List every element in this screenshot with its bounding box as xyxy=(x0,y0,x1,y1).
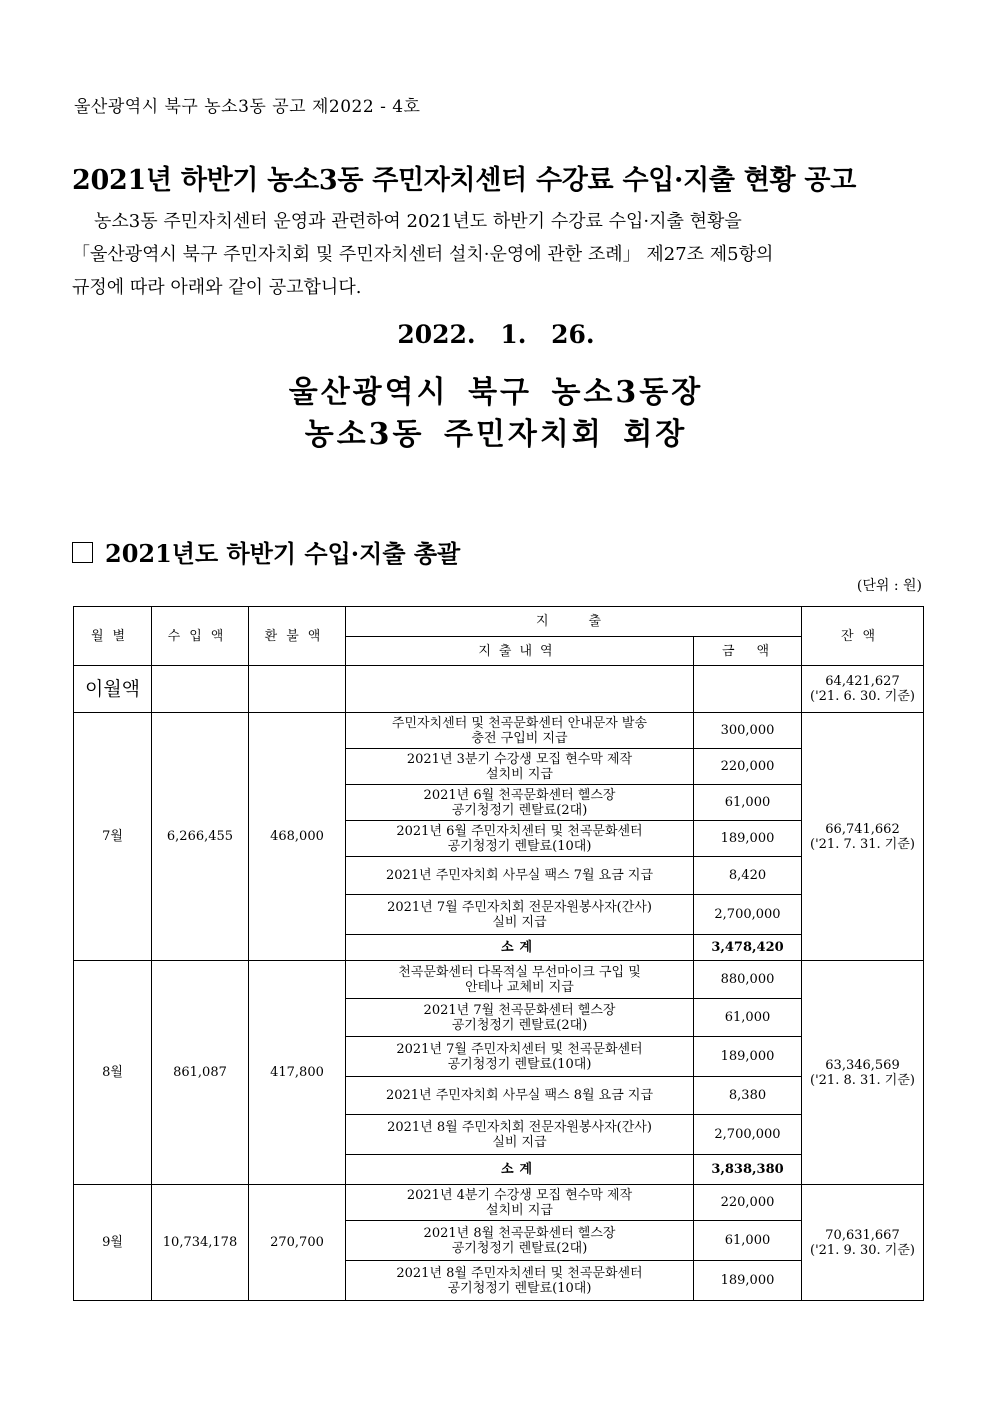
month-cell: 8월 xyxy=(74,961,152,1185)
expense-detail-line: 공기청정기 렌탈료(2대) xyxy=(451,802,588,818)
expense-detail-line: 충전 구입비 지급 xyxy=(471,730,568,746)
refund-cell: 270,700 xyxy=(249,1185,346,1301)
balance-note: ('21. 7. 31. 기준) xyxy=(810,836,915,852)
balance-value: 66,741,662 xyxy=(825,821,900,837)
section-heading xyxy=(72,534,460,569)
expense-amount-cell: 189,000 xyxy=(694,1037,802,1077)
balance-note: ('21. 6. 30. 기준) xyxy=(810,689,915,704)
expense-detail-line: 실비 지급 xyxy=(492,914,547,930)
body-line: 규정에 따라 아래와 같이 공고합니다. xyxy=(72,277,362,298)
subtotal-label: 소계 xyxy=(346,1155,694,1185)
expense-detail-line: 2021년 7월 주민자치센터 및 천곡문화센터 xyxy=(396,1041,643,1057)
month-cell: 7월 xyxy=(74,713,152,961)
expense-detail-cell xyxy=(346,1221,694,1261)
expense-amount-cell: 189,000 xyxy=(694,821,802,857)
refund-cell: 468,000 xyxy=(249,713,346,961)
expense-amount-cell: 300,000 xyxy=(694,713,802,749)
expense-amount-cell: 220,000 xyxy=(694,1185,802,1221)
body-paragraph xyxy=(72,205,922,304)
expense-amount-cell: 189,000 xyxy=(694,1261,802,1301)
expense-detail-line: 2021년 6월 천곡문화센터 헬스장 xyxy=(423,787,616,803)
expense-detail-cell xyxy=(346,1037,694,1077)
expense-amount-cell: 2,700,000 xyxy=(694,1115,802,1155)
expense-detail-line: 실비 지급 xyxy=(492,1134,547,1150)
carryover-detail xyxy=(346,666,694,713)
balance-note: ('21. 9. 30. 기준) xyxy=(810,1242,915,1258)
header-amount: 금액 xyxy=(694,637,802,666)
balance-value: 70,631,667 xyxy=(825,1227,900,1243)
expense-detail-line: 천곡문화센터 다목적실 무선마이크 구입 및 xyxy=(398,964,641,980)
expense-detail-cell xyxy=(346,999,694,1037)
expense-amount-cell: 8,420 xyxy=(694,857,802,895)
notice-date: 2022. 1. 26. xyxy=(397,320,595,349)
expense-detail-cell xyxy=(346,1185,694,1221)
carryover-income xyxy=(152,666,249,713)
expense-detail-line: 공기청정기 렌탈료(2대) xyxy=(451,1017,588,1033)
balance-cell xyxy=(802,1185,924,1301)
expense-detail-line: 공기청정기 렌탈료(10대) xyxy=(447,838,592,854)
expense-detail-line: 2021년 4분기 수강생 모집 현수막 제작 xyxy=(406,1187,633,1203)
issuer-line-2: 농소3동 주민자치회 회장 xyxy=(304,417,688,452)
expense-amount-cell: 220,000 xyxy=(694,749,802,785)
balance-cell xyxy=(802,961,924,1185)
issuer-line-1: 울산광역시 북구 농소3동장 xyxy=(288,375,704,410)
expense-detail-line: 2021년 주민자치회 사무실 팩스 8월 요금 지급 xyxy=(385,1088,654,1103)
carryover-label: 이월액 xyxy=(74,666,152,713)
expense-detail-line: 2021년 8월 천곡문화센터 헬스장 xyxy=(423,1225,616,1241)
expense-detail-cell xyxy=(346,895,694,935)
expense-amount-cell: 61,000 xyxy=(694,999,802,1037)
expense-detail-cell xyxy=(346,713,694,749)
expense-amount-cell: 61,000 xyxy=(694,785,802,821)
income-cell: 10,734,178 xyxy=(152,1185,249,1301)
table-row xyxy=(74,961,924,999)
expense-amount-cell: 2,700,000 xyxy=(694,895,802,935)
header-income: 수입액 xyxy=(152,607,249,666)
header-month: 월별 xyxy=(74,607,152,666)
expense-detail-cell xyxy=(346,821,694,857)
expense-detail-line: 2021년 8월 주민자치회 전문자원봉사자(간사) xyxy=(387,1119,652,1135)
balance-value: 63,346,569 xyxy=(825,1057,900,1073)
expense-detail-line: 주민자치센터 및 천곡문화센터 안내문자 발송 xyxy=(391,715,648,731)
balance-cell xyxy=(802,713,924,961)
table-row xyxy=(74,1185,924,1221)
body-line: 「울산광역시 북구 주민자치회 및 주민자치센터 설치·운영에 관한 조례」 제27조 제5항의 xyxy=(72,244,774,265)
balance-note: ('21. 8. 31. 기준) xyxy=(810,1072,915,1088)
expense-detail-cell xyxy=(346,1261,694,1301)
balance-value: 64,421,627 xyxy=(825,674,900,689)
expense-detail-line: 2021년 7월 천곡문화센터 헬스장 xyxy=(423,1002,616,1018)
income-cell: 6,266,455 xyxy=(152,713,249,961)
header-refund: 환불액 xyxy=(249,607,346,666)
income-cell: 861,087 xyxy=(152,961,249,1185)
expense-amount-cell: 880,000 xyxy=(694,961,802,999)
expense-detail-cell xyxy=(346,749,694,785)
section-title: 2021년도 하반기 수입·지출 총괄 xyxy=(105,539,461,568)
document-title: 2021년 하반기 농소3동 주민자치센터 수강료 수입·지출 현황 공고 xyxy=(72,165,856,196)
expense-detail-line: 2021년 주민자치회 사무실 팩스 7월 요금 지급 xyxy=(385,868,654,883)
header-expense-detail: 지출내역 xyxy=(346,637,694,666)
carryover-refund xyxy=(249,666,346,713)
header-expense: 지출 xyxy=(346,607,802,637)
expense-detail-line: 설치비 지급 xyxy=(486,766,553,782)
subtotal-amount: 3,838,380 xyxy=(694,1155,802,1185)
subtotal-label: 소계 xyxy=(346,935,694,961)
expense-detail-line: 공기청정기 렌탈료(10대) xyxy=(447,1056,592,1072)
expense-detail-line: 2021년 7월 주민자치회 전문자원봉사자(간사) xyxy=(387,899,652,915)
expense-detail-cell xyxy=(346,1115,694,1155)
expense-detail-line: 안테나 교체비 지급 xyxy=(465,979,574,995)
notice-number: 울산광역시 북구 농소3동 공고 제2022 - 4호 xyxy=(74,97,421,117)
expense-detail-cell xyxy=(346,785,694,821)
expense-detail-line: 2021년 8월 주민자치센터 및 천곡문화센터 xyxy=(396,1265,643,1281)
body-line: 농소3동 주민자치센터 운영과 관련하여 2021년도 하반기 수강료 수입·지출 현황을 xyxy=(94,211,742,232)
checkbox-square-icon xyxy=(72,542,93,563)
subtotal-amount: 3,478,420 xyxy=(694,935,802,961)
carryover-amount xyxy=(694,666,802,713)
carryover-balance xyxy=(802,666,924,713)
refund-cell: 417,800 xyxy=(249,961,346,1185)
header-balance: 잔액 xyxy=(802,607,924,666)
expense-detail-line: 2021년 3분기 수강생 모집 현수막 제작 xyxy=(406,751,633,767)
month-cell: 9월 xyxy=(74,1185,152,1301)
unit-label: (단위 : 원) xyxy=(856,578,922,594)
expense-detail-line: 설치비 지급 xyxy=(486,1202,553,1218)
expense-detail-cell xyxy=(346,1077,694,1115)
expense-amount-cell: 61,000 xyxy=(694,1221,802,1261)
expense-detail-cell xyxy=(346,857,694,895)
expense-detail-cell xyxy=(346,961,694,999)
table-row xyxy=(74,713,924,749)
expense-detail-line: 2021년 6월 주민자치센터 및 천곡문화센터 xyxy=(396,823,643,839)
expense-detail-line: 공기청정기 렌탈료(10대) xyxy=(447,1280,592,1296)
expense-amount-cell: 8,380 xyxy=(694,1077,802,1115)
ledger-table xyxy=(73,606,924,1301)
expense-detail-line: 공기청정기 렌탈료(2대) xyxy=(451,1240,588,1256)
